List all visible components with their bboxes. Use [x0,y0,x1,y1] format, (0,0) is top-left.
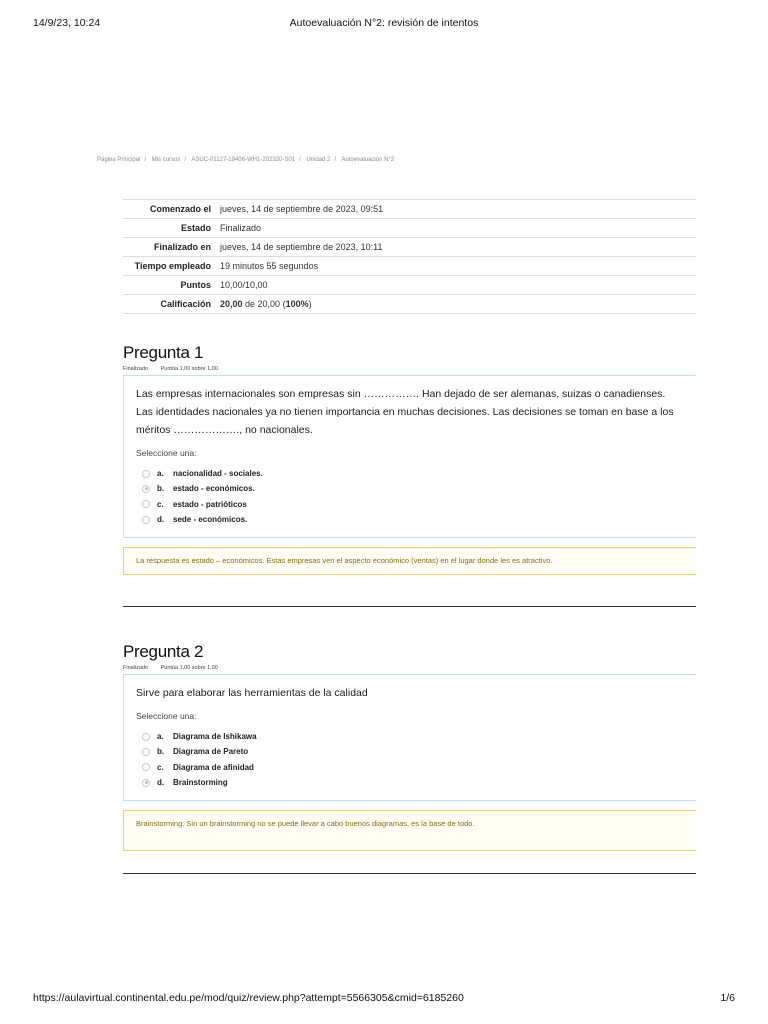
print-footer [33,992,735,1006]
radio-button[interactable] [142,500,150,508]
print-datetime: 14/9/23, 10:24 [33,17,101,29]
general-feedback: La respuesta es estado – económicos. Estas empresas ven el aspecto económico (ventas) en el lugar donde les es atractivo. [123,547,696,575]
option-letter: a. [157,469,164,479]
answer-option-a[interactable] [136,729,684,744]
option-letter: d. [157,778,165,788]
summary-label: Comenzado el [149,204,211,214]
grade-value: 20,00 [220,299,243,309]
summary-label: Puntos [180,280,211,290]
print-header [33,17,735,31]
answer-option-c[interactable] [136,760,684,775]
answer-option-c[interactable] [136,497,684,512]
grade-total: de 20,00 ( [242,299,286,309]
radio-button[interactable] [142,763,150,771]
answer-option-a[interactable] [136,466,684,481]
breadcrumb-home[interactable]: Página Principal [97,157,141,163]
option-text: Diagrama de Ishikawa [173,732,257,742]
summary-value: jueves, 14 de septiembre de 2023, 09:51 [220,204,384,214]
summary-row-started [123,200,696,219]
question-score: Puntúa 1,00 sobre 1,00 [160,366,218,372]
radio-button-selected[interactable] [142,485,150,493]
summary-row-time-taken [123,257,696,276]
grade-percent: 100% [285,299,309,309]
radio-button-selected[interactable] [142,779,150,787]
question-text: Las empresas internacionales son empresas sin ……………. Han dejado de ser alemanas, suizas o canadienses. Las identidades nacionales ya no tienen importancia en muchas decisiones. Las decisiones se toman en base a los méritos ………………., no nacionales. [136,388,674,436]
summary-label: Calificación [160,299,211,309]
general-feedback: Brainstorming. Sin un brainstorming no se puede llevar a cabo buenos diagramas, es la base de todo. [123,810,696,851]
option-letter: d. [157,515,165,525]
radio-button[interactable] [142,516,150,524]
answer-option-b[interactable] [136,481,684,496]
question-title: Pregunta 2 [123,642,204,661]
summary-value: jueves, 14 de septiembre de 2023, 10:11 [220,242,383,252]
select-one-label: Seleccione una: [136,448,197,458]
question-score: Puntúa 1,00 sobre 1,00 [160,665,218,671]
option-text: Brainstorming [173,778,228,788]
breadcrumb-course[interactable]: ASUC-01127-19406-WH1-202320-S01 [191,157,296,163]
question-content [123,674,696,801]
option-letter: b. [157,747,165,757]
summary-label: Tiempo empleado [134,261,211,271]
breadcrumb-quiz[interactable]: Autoevaluación N°2 [341,157,395,163]
answer-option-d[interactable] [136,512,684,527]
page-number: 1/6 [720,992,735,1004]
option-text: sede - económicos. [173,515,248,525]
document-title: Autoevaluación N°2: revisión de intentos [289,17,479,29]
summary-row-completed [123,238,696,257]
question-2 [123,642,696,874]
summary-value: 10,00/10,00 [220,280,268,290]
option-letter: c. [157,762,164,772]
summary-label: Finalizado en [153,242,211,252]
question-1 [123,343,696,607]
option-text: nacionalidad - sociales. [173,469,263,479]
summary-value [216,295,696,314]
select-one-label: Seleccione una: [136,711,197,721]
question-info [123,665,696,671]
question-text: Sirve para elaborar las herramientas de la calidad [136,687,368,699]
question-content [123,375,696,538]
answer-option-b[interactable] [136,744,684,759]
breadcrumb-unit[interactable]: Unidad 2 [306,157,331,163]
question-state: Finalizado [123,665,149,671]
radio-button[interactable] [142,733,150,741]
question-state: Finalizado [123,366,149,372]
question-title: Pregunta 1 [123,343,204,362]
summary-label: Estado [180,223,211,233]
option-letter: c. [157,499,164,509]
option-letter: a. [157,732,164,742]
summary-value: Finalizado [220,223,262,233]
option-text: estado - patrióticos [173,499,247,509]
summary-row-grade [123,295,696,314]
radio-button[interactable] [142,470,150,478]
question-divider [123,606,696,607]
radio-button[interactable] [142,748,150,756]
summary-value: 19 minutos 55 segundos [220,261,319,271]
question-info [123,366,696,372]
option-text: estado - económicos. [173,484,255,494]
answer-option-d[interactable] [136,775,684,790]
summary-row-points [123,276,696,295]
option-text: Diagrama de afinidad [173,762,254,772]
breadcrumb: Página Principal / Mis cursos / ASUC-01127-19406-WH1-202320-S01 / Unidad 2 / Autoevaluación N°2 [97,157,395,163]
breadcrumb-my-courses[interactable]: Mis cursos [151,157,181,163]
print-url: https://aulavirtual.continental.edu.pe/mod/quiz/review.php?attempt=5566305&cmid=6185260 [33,992,464,1004]
summary-row-state [123,219,696,238]
grade-close: ) [308,299,312,309]
option-letter: b. [157,484,165,494]
attempt-summary-table [123,199,696,314]
question-divider [123,873,696,874]
option-text: Diagrama de Pareto [173,747,249,757]
